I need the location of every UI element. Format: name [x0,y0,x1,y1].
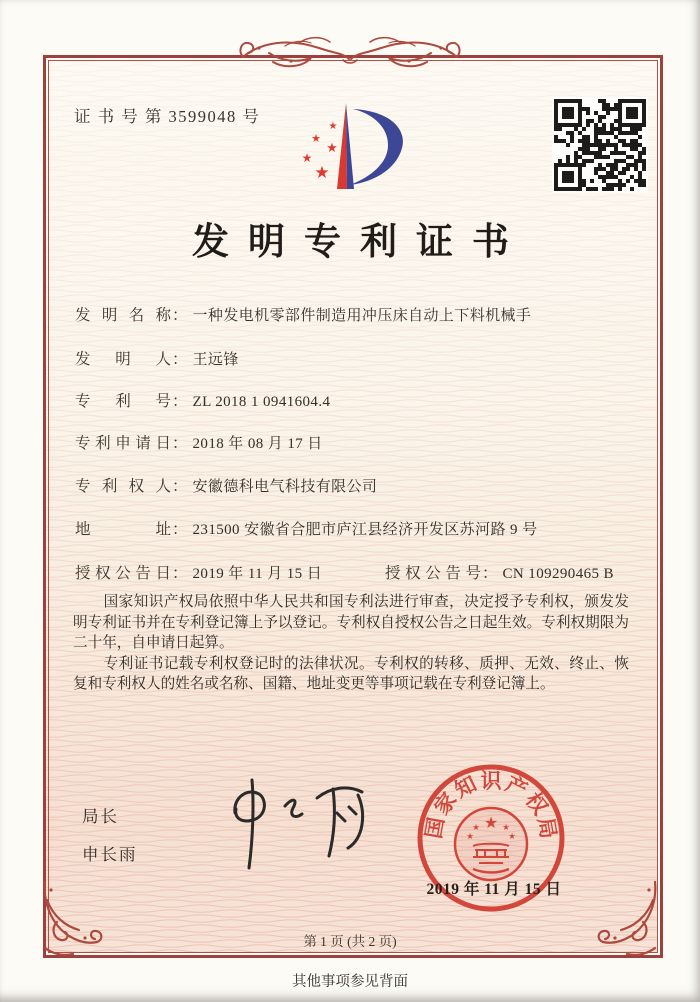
commissioner-name: 申长雨 [82,845,138,864]
grant-number-label: 授权公告号 [385,565,481,582]
inventor-value: 王远锋 [192,352,239,368]
logo-star-icon: ★ [328,121,338,132]
seal-char: 识 [480,769,502,793]
grant-number-value: CN 109290465 B [502,566,614,582]
national-emblem-icon [455,808,527,880]
commissioner-title: 局长 [82,807,119,826]
grant-number-group [385,561,614,583]
colon: ： [172,351,188,368]
logo-star-icon: ★ [311,133,321,145]
qr-code [552,97,648,193]
invention-name-value: 一种发电机零部件制造用冲压床自动上下料机械手 [192,308,532,324]
seal-char: 家 [429,788,462,820]
colon: ： [172,435,188,452]
top-filigree-ornament-icon [239,30,461,82]
invention-name-label: 发明名称 [75,307,171,324]
patent-number-value: ZL 2018 1 0941604.4 [192,394,331,410]
field-row-inventor [75,347,239,369]
grant-date-value: 2019 年 11 月 15 日 [192,566,323,582]
seal-char: 知 [450,771,481,803]
logo-star-icon: ★ [301,151,313,165]
colon: ： [172,565,188,582]
patentee-value: 安徽德科电气科技有限公司 [192,479,378,495]
emblem-star-icon: ★ [502,822,510,832]
field-row-grant [75,561,631,583]
seal-date: 2019 年 11 月 15 日 [426,881,562,898]
patent-number-label: 专利号 [75,393,171,410]
emblem-star-icon: ★ [483,815,499,832]
seal-char: 权 [520,788,553,820]
certificate-number: 证 书 号 第 3599048 号 [74,107,261,126]
colon: ： [172,393,188,410]
signature-handwriting [205,768,375,878]
back-side-note: 其他事项参见背面 [292,974,408,990]
logo-star-icon: ★ [326,140,338,155]
filing-date-value: 2018 年 08 月 17 日 [192,436,323,452]
colon: ： [482,565,498,582]
address-value: 231500 安徽省合肥市庐江县经济开发区苏河路 9 号 [192,522,538,538]
certificate-title: 发明专利证书 [192,222,528,263]
field-row-patent-number [75,389,330,411]
field-row-patentee [75,474,377,496]
patentee-label: 专利权人 [75,478,171,495]
colon: ： [172,307,188,324]
colon: ： [172,478,188,495]
legal-text-block [73,592,629,695]
grant-date-label: 授权公告日 [75,565,171,582]
colon: ： [172,521,188,538]
legal-paragraph-1: 国家知识产权局依照中华人民共和国专利法进行审查，决定授予专利权，颁发发明专利证书并在专利登记簿上予以登记。专利权自授权公告之日起生效。专利权期限为二十年，自申请日起算。 [73,594,629,652]
field-row-filing-date [75,431,323,453]
emblem-star-icon: ★ [508,831,516,841]
seal-char: 国 [421,815,449,841]
filing-date-label: 专利申请日 [75,435,171,452]
legal-paragraph-2: 专利证书记载专利权登记时的法律状况。专利权的转移、质押、无效、终止、恢复和专利权人的姓名或名称、国籍、地址变更等事项记载在专利登记簿上。 [73,655,629,693]
seal-char: 局 [533,815,561,841]
logo-star-icon: ★ [314,163,330,182]
inventor-label: 发明人 [75,351,171,368]
page-number: 第 1 页 (共 2 页) [303,934,397,949]
emblem-star-icon: ★ [466,831,474,841]
seal-char: 产 [501,771,532,803]
address-label: 地址 [75,521,171,538]
cnipa-logo-icon [276,96,426,196]
emblem-star-icon: ★ [472,822,480,832]
field-row-address [75,517,537,539]
field-row-invention-name [75,303,531,325]
